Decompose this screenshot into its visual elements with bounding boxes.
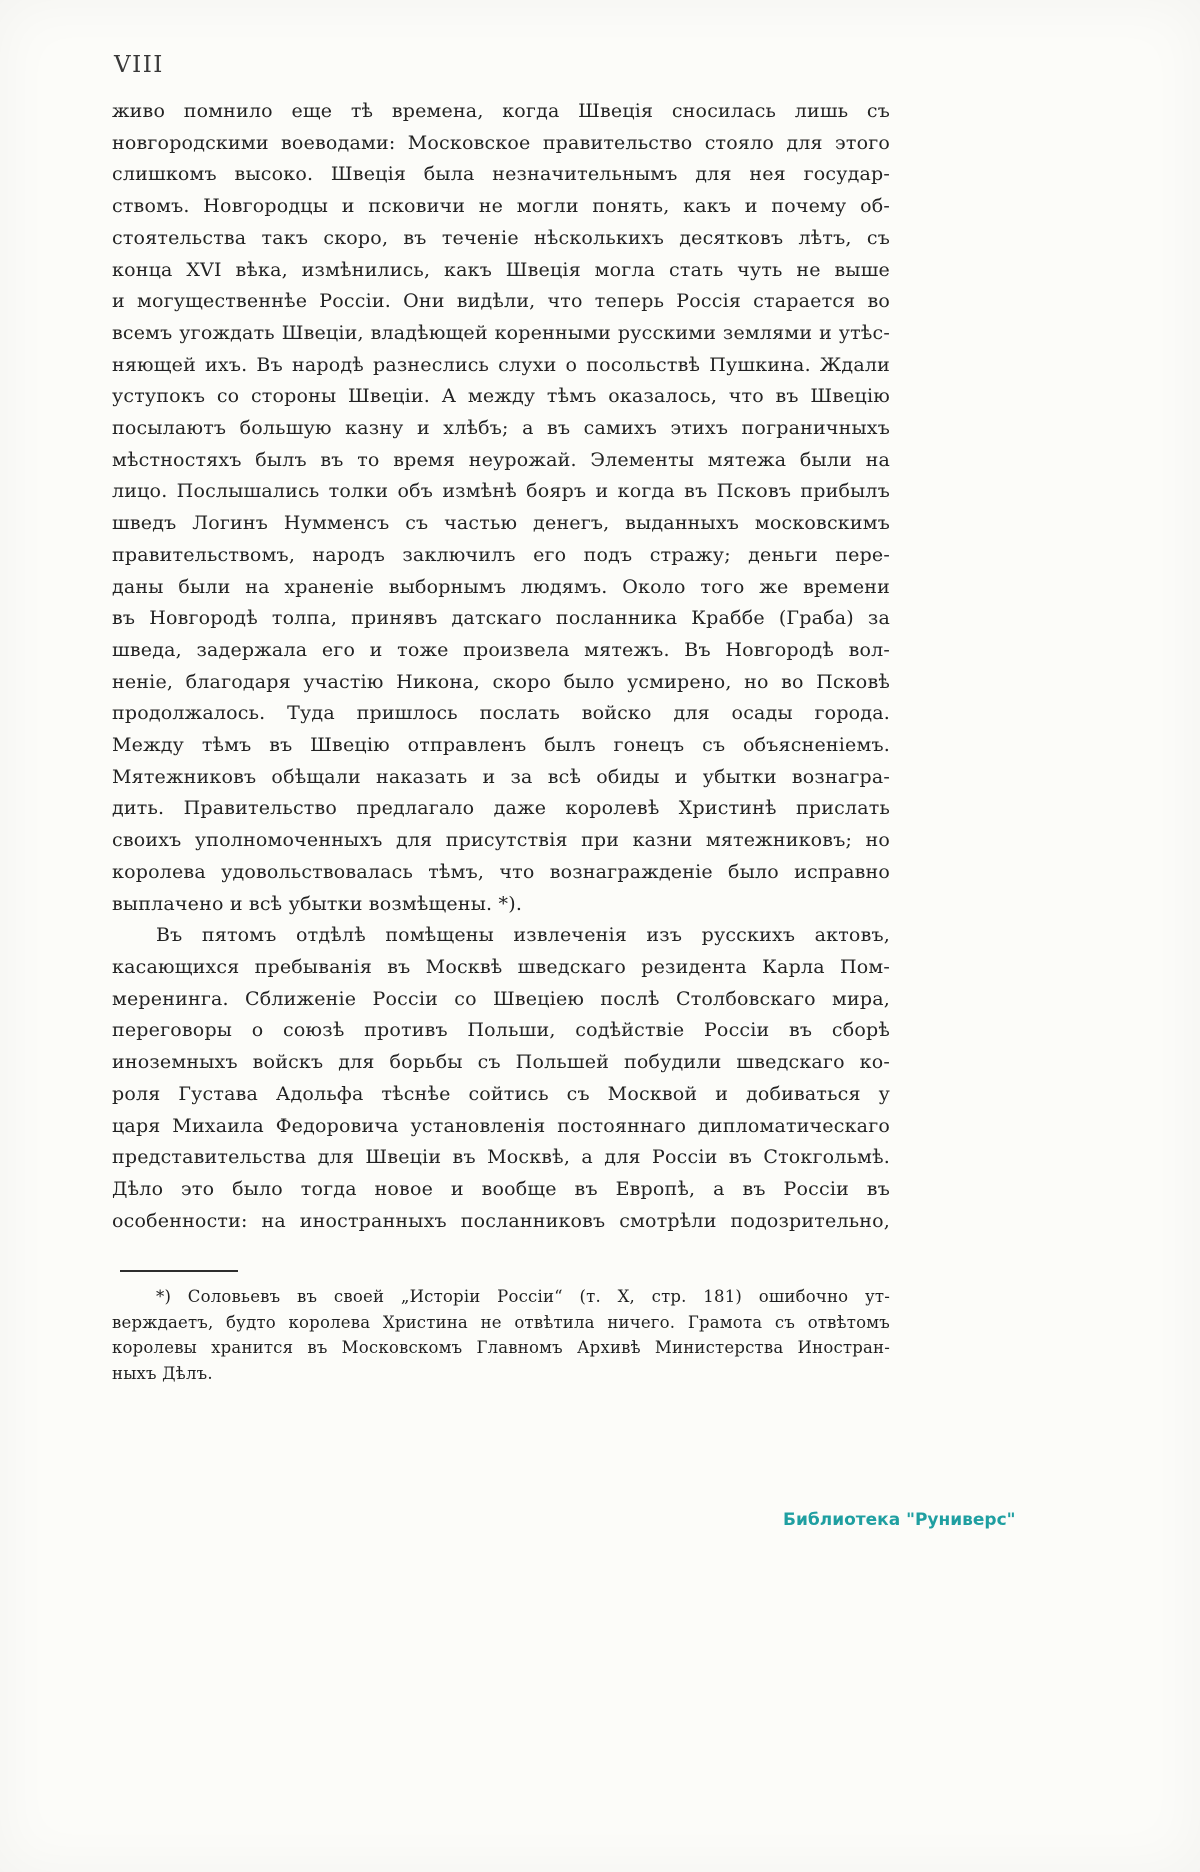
- text-line: меренинга. Сближеніе Россіи со Швеціею послѣ Столбовскаго мира,: [112, 987, 890, 1010]
- text-line: уступокъ со стороны Швеціи. А между тѣмъ оказалось, что въ Швецію: [112, 385, 890, 408]
- text-line: королева удовольствовалась тѣмъ, что вознагражденіе было исправно: [112, 860, 890, 883]
- text-line: *) Соловьевъ въ своей „Исторіи Россіи“ (т. X, стр. 181) ошибочно ут-: [156, 1287, 890, 1306]
- text-line: шведа, задержала его и тоже произвела мятежъ. Въ Новгородѣ вол-: [112, 638, 890, 661]
- text-line: роля Густава Адольфа тѣснѣе сойтись съ Москвой и добиваться у: [112, 1082, 890, 1105]
- text-line: няющей ихъ. Въ народѣ разнеслись слухи о посольствѣ Пушкина. Ждали: [112, 353, 890, 376]
- text-line: ныхъ Дѣлъ.: [112, 1363, 213, 1383]
- text-line: живо помнило еще тѣ времена, когда Швеція сносилась лишь съ: [112, 100, 890, 122]
- text-line: Дѣло это было тогда новое и вообще въ Европѣ, а въ Россіи въ: [112, 1177, 890, 1200]
- text-line: Въ пятомъ отдѣлѣ помѣщены извлеченія изъ русскихъ актовъ,: [156, 924, 890, 947]
- text-line: выплачено и всѣ убытки возмѣщены. *).: [112, 892, 523, 915]
- text-line: мѣстностяхъ былъ въ то время неурожай. Элементы мятежа были на: [112, 448, 890, 471]
- text-line: конца XVI вѣка, измѣнились, какъ Швеція могла стать чуть не выше: [112, 258, 890, 281]
- text-line: Мятежниковъ обѣщали наказать и за всѣ обиды и убытки вознагра-: [112, 765, 890, 788]
- text-line: и могущественнѣе Россіи. Они видѣли, что теперь Россія старается во: [112, 290, 890, 313]
- text-line: иноземныхъ войскъ для борьбы съ Польшей побудили шведскаго ко-: [112, 1051, 890, 1074]
- text-line: правительствомъ, народъ заключилъ его подъ стражу; деньги пере-: [112, 543, 890, 566]
- text-line: слишкомъ высоко. Швеція была незначительнымъ для нея государ-: [112, 163, 890, 186]
- text-line: даны были на храненіе выборнымъ людямъ. Около того же времени: [112, 575, 890, 598]
- text-line: лицо. Послышались толки объ измѣнѣ бояръ и когда въ Псковъ прибылъ: [112, 480, 890, 503]
- text-line: переговоры о союзѣ противъ Польши, содѣйствіе Россіи въ сборѣ: [112, 1019, 890, 1042]
- page-number: VIII: [114, 52, 164, 78]
- text-line: ствомъ. Новгородцы и псковичи не могли понять, какъ и почему об-: [112, 195, 890, 218]
- text-line: верждаетъ, будто королева Христина не отвѣтила ничего. Грамота съ отвѣтомъ: [112, 1312, 890, 1332]
- text-line: царя Михаила Федоровича установленія постояннаго дипломатическаго: [112, 1114, 890, 1137]
- text-line: стоятельства такъ скоро, въ теченіе нѣсколькихъ десятковъ лѣтъ, съ: [112, 226, 890, 249]
- text-line: особенности: на иностранныхъ посланниковъ смотрѣли подозрительно,: [112, 1209, 890, 1232]
- text-line: посылаютъ большую казну и хлѣбъ; а въ самихъ этихъ пограничныхъ: [112, 417, 890, 440]
- library-watermark: Библиотека "Руниверс": [783, 1510, 1016, 1530]
- footnote-divider: [120, 1270, 238, 1272]
- text-line: своихъ уполномоченныхъ для присутствія при казни мятежниковъ; но: [112, 829, 890, 852]
- text-line: Между тѣмъ въ Швецію отправленъ былъ гонецъ съ объясненіемъ.: [112, 734, 890, 757]
- text-line: продолжалось. Туда пришлось послать войско для осады города.: [112, 702, 890, 725]
- body-text: [112, 96, 890, 1237]
- text-line: новгородскими воеводами: Московское правительство стояло для этого: [112, 131, 890, 154]
- text-line: королевы хранится въ Московскомъ Главномъ Архивѣ Министерства Иностран-: [112, 1338, 890, 1357]
- text-line: касающихся пребыванія въ Москвѣ шведскаго резидента Карла Пом-: [112, 955, 890, 978]
- text-line: всемъ угождать Швеціи, владѣющей коренными русскими землями и утѣс-: [112, 321, 890, 344]
- text-line: шведъ Логинъ Нумменсъ съ частью денегъ, выданныхъ московскимъ: [112, 512, 890, 535]
- text-line: дить. Правительство предлагало даже королевѣ Христинѣ прислать: [112, 797, 890, 820]
- text-line: неніе, благодаря участію Никона, скоро было усмирено, но во Псковѣ: [112, 670, 890, 693]
- text-line: въ Новгородѣ толпа, принявъ датскаго посланника Краббе (Граба) за: [112, 607, 890, 630]
- footnote-text: [112, 1284, 890, 1386]
- text-line: представительства для Швеціи въ Москвѣ, а для Россіи въ Стокгольмѣ.: [112, 1146, 890, 1169]
